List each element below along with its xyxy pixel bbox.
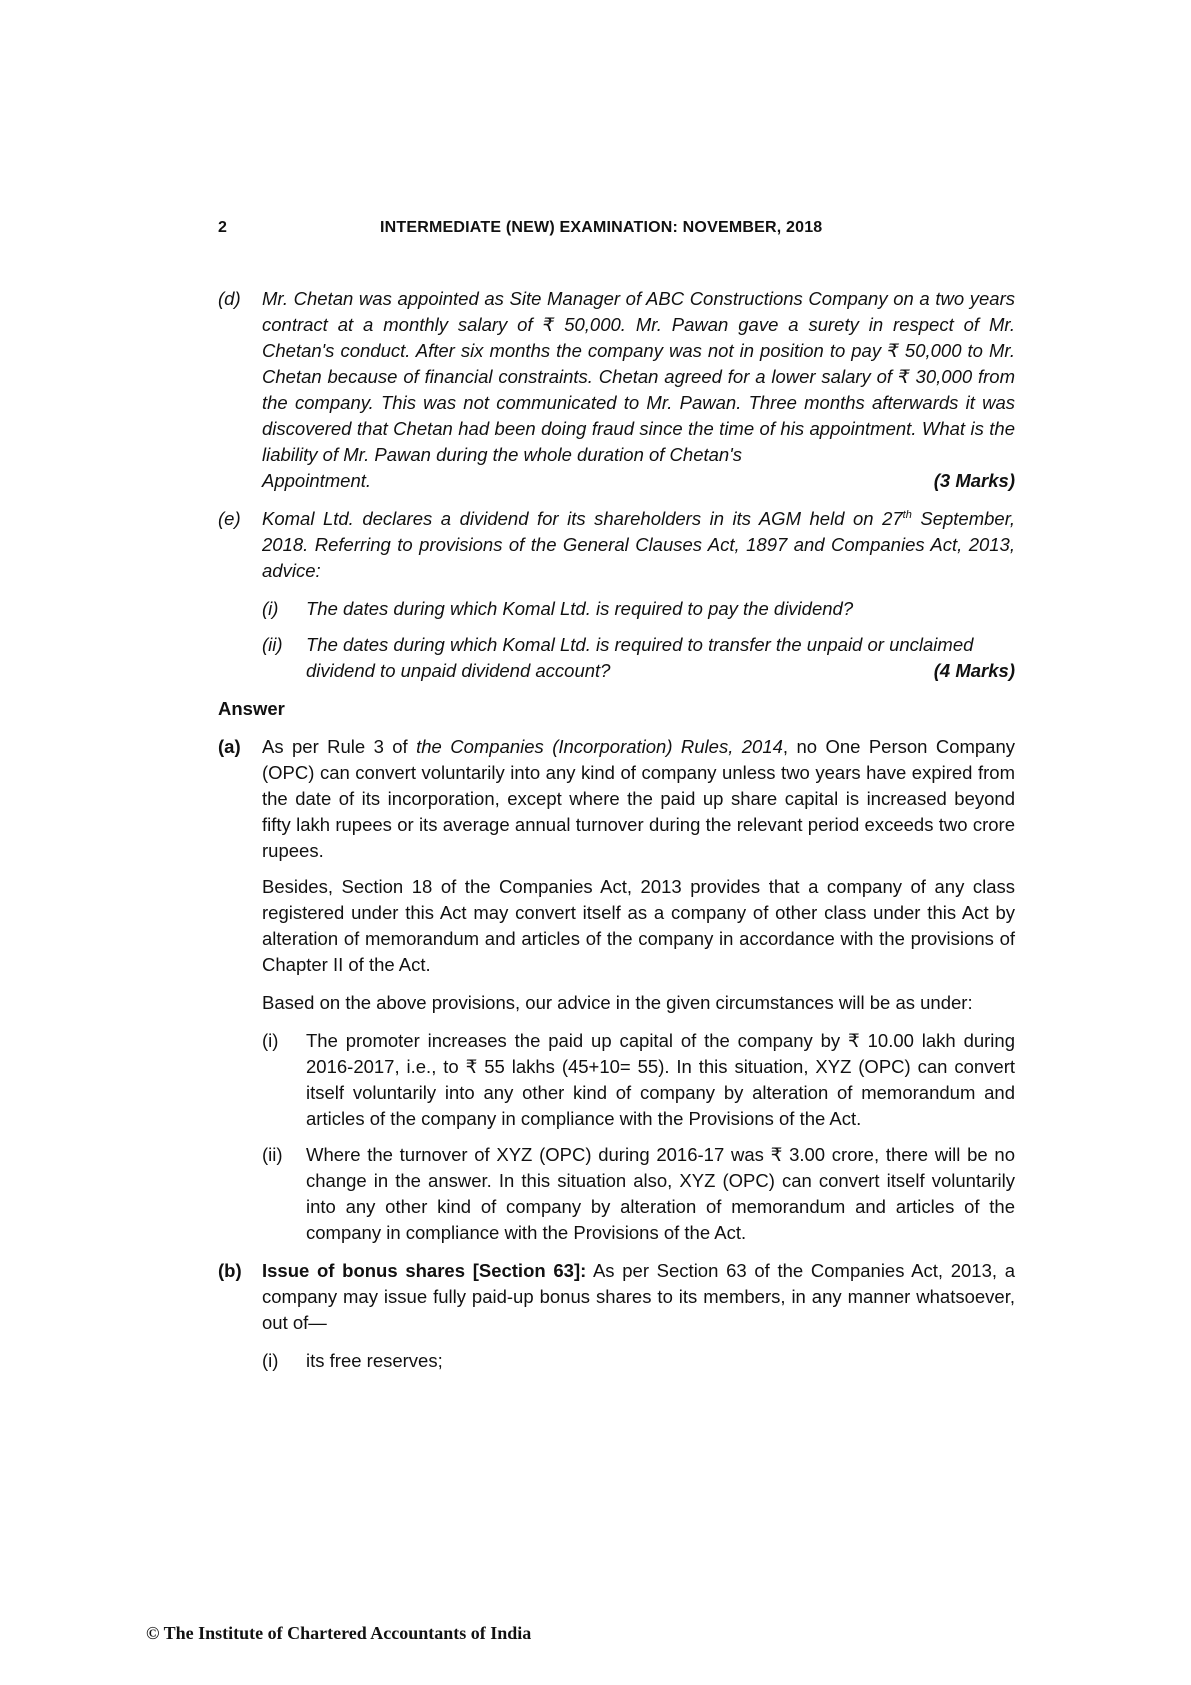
question-e-text-part1: Komal Ltd. declares a dividend for its shareholders in its AGM held on 27 [262,508,903,529]
answer-heading: Answer [218,698,285,719]
question-e-sub-i [262,596,1015,622]
question-d-text: Mr. Chetan was appointed as Site Manager of ABC Constructions Company on a two years contract at a monthly salary of ₹ 50,000. Mr. Pawan gave a surety in respect of Mr. Chetan's conduct. After six months the company was not in position to pay ₹ 50,000 to Mr. Chetan because of financial constraints. Chetan agreed for a lower salary of ₹ 30,000 from the company. This was not communicated to Mr. Pawan. Three months afterwards it was discovered that Chetan had been doing fraud since the time of his appointment. What is the liability of Mr. Pawan during the whole duration of Chetan's [262,288,1015,465]
question-e [218,506,1015,684]
answer-a-label: (a) [218,736,241,757]
answer-a-point-ii-text: Where the turnover of XYZ (OPC) during 2016-17 was ₹ 3.00 crore, there will be no change in the answer. In this situation also, XYZ (OPC) can convert itself voluntarily into any other kind of company by alteration of memorandum and articles of the company in compliance with the Provisions of the Act. [306,1144,1015,1243]
question-d-label: (d) [218,288,241,309]
page-number: 2 [218,219,227,236]
question-e-superscript: th [902,508,912,521]
answer-a-point-i-label: (i) [262,1030,279,1051]
answer-a [218,734,1015,1246]
answer-a-point-ii [262,1142,1015,1246]
answer-b-body: As per Section 63 of the Companies Act, 2013, a company may issue fully paid-up bonus shares to its members, in any manner whatsoever, out of— [262,1260,1015,1333]
answer-a-p1-after: , no One Person Company (OPC) can convert voluntarily into any kind of company unless two years have expired from the date of its incorporation, except where the paid up share capital is increased beyond fifty lakh rupees or its average annual turnover during the relevant period exceeds two crore rupees. [262,736,1016,861]
answer-a-p1-italic: the Companies (Incorporation) Rules, 2014 [416,736,783,757]
answer-b-text [262,1258,1015,1336]
question-d-last-word: Appointment. [262,470,372,491]
question-e-sub-ii [262,632,1015,684]
answer-b-bold-lead: Issue of bonus shares [Section 63]: [262,1260,587,1281]
question-d-last-line [262,468,1015,494]
question-e-sub-i-label: (i) [262,598,279,619]
question-e-sub-ii-last: dividend to unpaid dividend account? [306,660,611,681]
question-e-sub-ii-last-line [306,658,1015,684]
question-e-sub-ii-label: (ii) [262,634,283,655]
footer-copyright: © The Institute of Chartered Accountants of India [146,1623,532,1643]
page-content [218,286,1015,1386]
question-e-marks: (4 Marks) [933,660,1015,681]
question-e-sub-ii-text: The dates during which Komal Ltd. is required to transfer the unpaid or unclaimed [306,634,974,655]
answer-a-para-2: Besides, Section 18 of the Companies Act, 2013 provides that a company of any class registered under this Act may convert itself as a company of other class under this Act by alteration of memorandum and articles of the company in accordance with the provisions of Chapter II of the Act. [262,876,1015,975]
question-e-text [262,506,1015,584]
question-e-text-part2: September, 2018. Referring to provisions of the General Clauses Act, 1897 and Companies Act, 2013, advice: [262,508,1015,581]
answer-b-point-i [262,1348,1015,1374]
running-header-title: INTERMEDIATE (NEW) EXAMINATION: NOVEMBER, 2018 [380,219,823,236]
answer-a-para-3: Based on the above provisions, our advice in the given circumstances will be as under: [262,992,973,1013]
question-e-label: (e) [218,508,241,529]
answer-a-point-i [262,1028,1015,1132]
answer-b-label: (b) [218,1260,242,1281]
answer-b-point-i-text: its free reserves; [306,1350,443,1371]
answer-a-point-i-text: The promoter increases the paid up capital of the company by ₹ 10.00 lakh during 2016-2017, i.e., to ₹ 55 lakhs (45+10= 55). In this situation, XYZ (OPC) can convert itself voluntarily into any other kind of company by alteration of memorandum and articles of the company in compliance with the Provisions of the Act. [306,1030,1015,1129]
answer-b-point-i-label: (i) [262,1350,279,1371]
question-e-sub-i-text: The dates during which Komal Ltd. is required to pay the dividend? [306,598,854,619]
question-d [218,286,1015,494]
answer-b [218,1258,1015,1374]
answer-a-point-ii-label: (ii) [262,1144,283,1165]
answer-a-para-1 [262,734,1015,864]
answer-a-p1-before: As per Rule 3 of [262,736,417,757]
question-d-marks: (3 Marks) [933,470,1015,491]
